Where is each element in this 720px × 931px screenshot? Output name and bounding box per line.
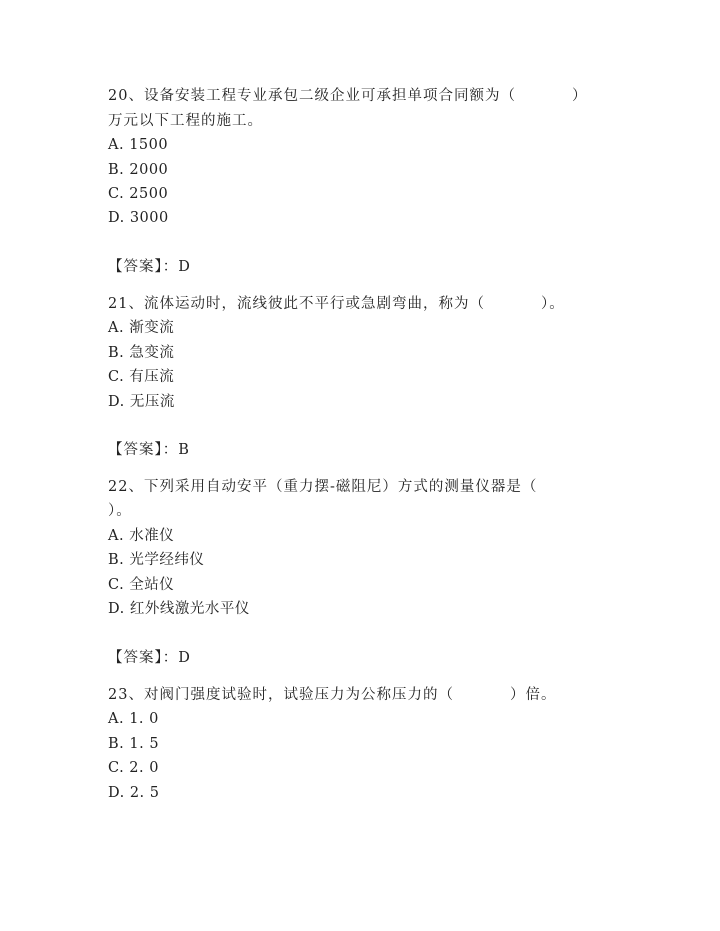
q20-stem-line-2: 万元以下工程的施工。	[108, 113, 263, 129]
q22-answer: 【答案】：D	[108, 650, 191, 666]
q23-option-c: C. 2. 0	[108, 760, 159, 776]
q21-option-d: D. 无压流	[108, 394, 175, 410]
q22-option-d: D. 红外线激光水平仪	[108, 601, 250, 617]
q20-option-c: C. 2500	[108, 186, 169, 202]
q22-option-a: A. 水准仪	[108, 528, 175, 544]
q23-stem-line-1: 23、对阀门强度试验时，试验压力为公称压力的（ ）倍。	[108, 687, 557, 703]
q20-option-d: D. 3000	[108, 210, 169, 226]
q21-option-c: C. 有压流	[108, 369, 175, 385]
q21-answer: 【答案】：B	[108, 442, 190, 458]
q22-stem-line-2: ）。	[108, 503, 132, 519]
q22-stem-line-1: 22、下列采用自动安平（重力摆-磁阻尼）方式的测量仪器是（	[108, 479, 538, 495]
q20-option-b: B. 2000	[108, 162, 169, 178]
q20-option-a: A. 1500	[108, 137, 169, 153]
q23-option-d: D. 2. 5	[108, 785, 160, 801]
q22-option-b: B. 光学经纬仪	[108, 552, 205, 568]
q23-option-a: A. 1. 0	[108, 711, 159, 727]
q21-option-b: B. 急变流	[108, 345, 175, 361]
q20-answer: 【答案】：D	[108, 259, 191, 275]
q22-option-c: C. 全站仪	[108, 577, 175, 593]
q21-stem-line-1: 21、流体运动时，流线彼此不平行或急剧弯曲，称为（ ）。	[108, 296, 565, 312]
q23-option-b: B. 1. 5	[108, 736, 160, 752]
q20-stem-line-1: 20、设备安装工程专业承包二级企业可承担单项合同额为（ ）	[108, 88, 588, 104]
q21-option-a: A. 渐变流	[108, 320, 175, 336]
